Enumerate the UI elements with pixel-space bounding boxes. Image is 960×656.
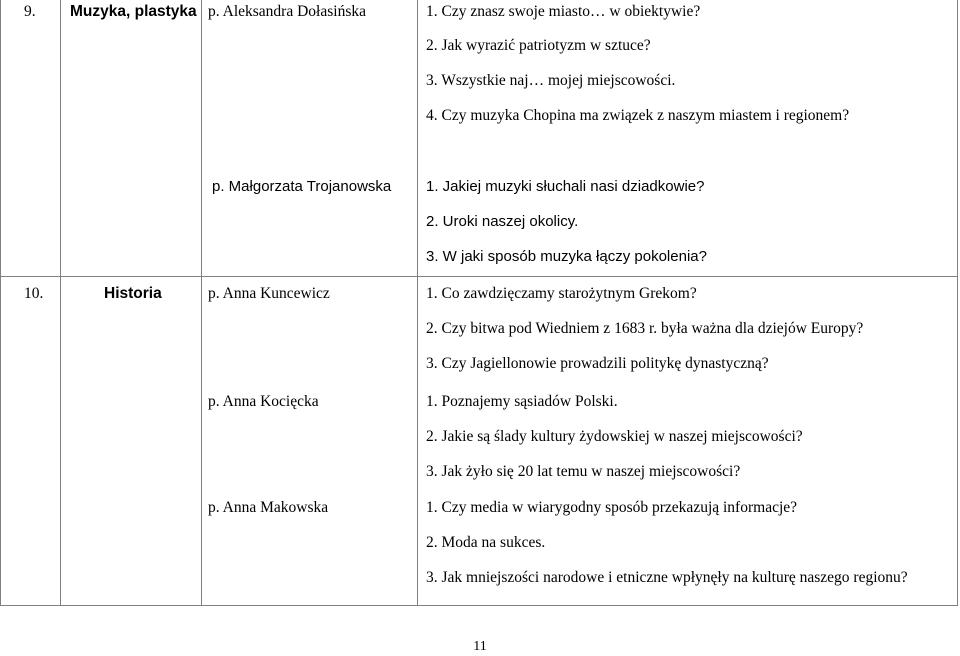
table-column-divider	[60, 0, 61, 606]
teacher-name: p. Anna Kuncewicz	[208, 285, 330, 302]
topic-item: 1. Czy media w wiarygodny sposób przekazują informacje?	[426, 499, 798, 516]
table-border-right	[957, 0, 958, 606]
page-number: 11	[473, 639, 487, 654]
topic-item: 2. Jak wyrazić patriotyzm w sztuce?	[426, 37, 651, 54]
topic-item: 3. Wszystkie naj… mojej miejscowości.	[426, 72, 676, 89]
table-border-left	[0, 0, 1, 606]
topic-item: 2. Uroki naszej okolicy.	[426, 213, 579, 230]
topic-item: 1. Jakiej muzyki słuchali nasi dziadkowie?	[426, 178, 705, 195]
teacher-name: p. Anna Makowska	[208, 499, 329, 516]
subject-name: Historia	[104, 285, 162, 302]
topic-item: 3. Jak mniejszości narodowe i etniczne wpłynęły na kulturę naszego regionu?	[426, 569, 908, 586]
topic-item: 1. Co zawdzięczamy starożytnym Grekom?	[426, 285, 697, 302]
topic-item: 3. Jak żyło się 20 lat temu w naszej miejscowości?	[426, 463, 741, 480]
topic-item: 1. Czy znasz swoje miasto… w obiektywie?	[426, 3, 701, 20]
row-number: 10.	[24, 285, 44, 302]
topic-item: 2. Czy bitwa pod Wiedniem z 1683 r. była ważna dla dziejów Europy?	[426, 320, 864, 337]
topic-item: 4. Czy muzyka Chopina ma związek z naszym miastem i regionem?	[426, 107, 850, 124]
subject-name: Muzyka, plastyka	[70, 3, 197, 20]
table-column-divider	[417, 0, 418, 606]
topic-item: 2. Moda na sukces.	[426, 534, 546, 551]
topic-item: 3. Czy Jagiellonowie prowadzili politykę dynastyczną?	[426, 355, 769, 372]
table-column-divider	[201, 0, 202, 606]
row-number: 9.	[24, 3, 36, 20]
teacher-name: p. Małgorzata Trojanowska	[212, 178, 392, 195]
topic-item: 2. Jakie są ślady kultury żydowskiej w naszej miejscowości?	[426, 428, 803, 445]
topic-item: 1. Poznajemy sąsiadów Polski.	[426, 393, 618, 410]
teacher-name: p. Aleksandra Dołasińska	[208, 3, 366, 20]
topic-item: 3. W jaki sposób muzyka łączy pokolenia?	[426, 248, 707, 265]
teacher-name: p. Anna Kocięcka	[208, 393, 319, 410]
table-row-divider	[0, 276, 957, 277]
table-border-bottom	[0, 605, 957, 606]
